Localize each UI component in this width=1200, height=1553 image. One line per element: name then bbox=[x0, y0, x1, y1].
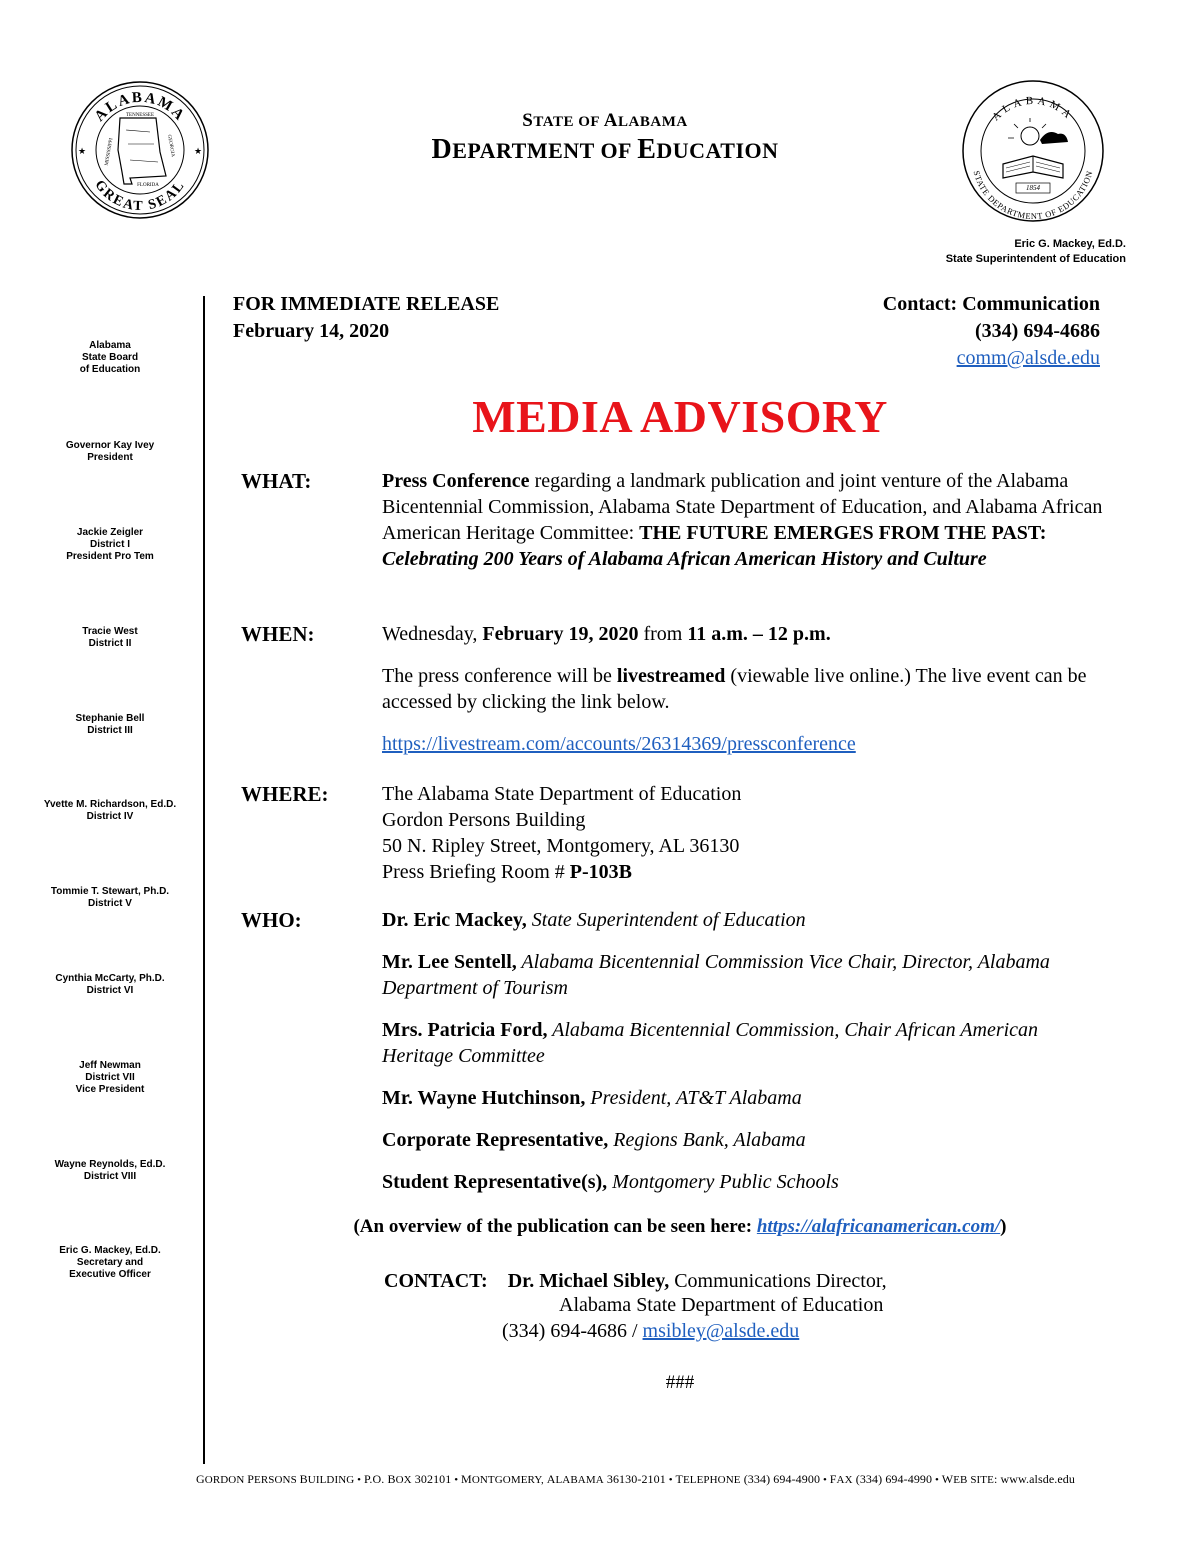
who-person: Student Representative(s), Montgomery Public Schools bbox=[382, 1171, 839, 1193]
seal-right-top-text: ALABAMA bbox=[989, 94, 1077, 124]
contact-org: Alabama State Department of Education bbox=[559, 1294, 884, 1316]
when-label: WHEN: bbox=[241, 622, 315, 646]
superintendent-name: Eric G. Mackey, Ed.D. bbox=[1014, 238, 1126, 250]
contact-phone: (334) 694-4686 bbox=[975, 320, 1100, 342]
state-of-alabama-heading: STATE OF ALABAMA bbox=[522, 110, 688, 131]
seal-left-tn: TENNESSEE bbox=[125, 113, 155, 118]
seal-left-top-text: ALABAMA bbox=[91, 89, 189, 125]
contact-label: Contact: Communication bbox=[882, 293, 1100, 315]
board-member: Cynthia McCarty, Ph.D. District VI bbox=[55, 973, 165, 996]
sidebar-divider bbox=[203, 296, 205, 1464]
svg-text:★: ★ bbox=[77, 146, 87, 156]
seal-left-fl: FLORIDA bbox=[137, 183, 159, 188]
board-member: Yvette M. Richardson, Ed.D. District IV bbox=[43, 799, 177, 822]
release-info bbox=[233, 291, 499, 345]
board-member: Jackie Zeigler District I President Pro Tem bbox=[66, 527, 154, 562]
media-advisory-title: MEDIA ADVISORY bbox=[472, 391, 888, 442]
livestream-link[interactable]: https://livestream.com/accounts/26314369/pressconference bbox=[382, 733, 856, 755]
footer-address: GORDON PERSONS BUILDING • P.O. BOX 302101 • MONTGOMERY, ALABAMA 36130-2101 • TELEPHONE (334) 694-4900 • FAX (334) 694-4990 • WEB SITE: www.alsde.edu bbox=[196, 1472, 1075, 1486]
what-label: WHAT: bbox=[241, 469, 312, 493]
superintendent-title: State Superintendent of Education bbox=[945, 253, 1126, 265]
who-person: Mr. Wayne Hutchinson, President, AT&T Alabama bbox=[382, 1087, 802, 1109]
seal-left-ga: GEORGIA bbox=[166, 134, 175, 158]
who-person: Corporate Representative, Regions Bank, Alabama bbox=[382, 1129, 806, 1151]
seal-right-year: 1854 bbox=[1026, 184, 1040, 192]
board-member: Wayne Reynolds, Ed.D. District VIII bbox=[54, 1159, 166, 1182]
board-member: Tommie T. Stewart, Ph.D. District V bbox=[50, 886, 170, 909]
contact-email-link[interactable]: comm@alsde.edu bbox=[956, 347, 1100, 369]
superintendent-block bbox=[946, 237, 1126, 267]
contact-phone-email: (334) 694-4686 / msibley@alsde.edu bbox=[502, 1320, 800, 1342]
who-person: Mr. Lee Sentell, Alabama Bicentennial Commission Vice Chair, Director, Alabama Department of Tourism bbox=[382, 951, 1050, 999]
svg-text:STATE DEPARTMENT OF EDUCATION bbox=[972, 169, 1095, 221]
who-person: Mrs. Patricia Ford, Alabama Bicentennial Commission, Chair African American Heritage Committee bbox=[382, 1019, 1039, 1067]
board-member: Stephanie Bell District III bbox=[75, 713, 145, 736]
board-member: Governor Kay Ivey President bbox=[65, 440, 155, 463]
who-body bbox=[382, 907, 1112, 1195]
what-body: Press Conference regarding a landmark publication and joint venture of the Alabama Bicentennial Commission, Alabama State Department of Education, and Alabama African American Heritage Committee: THE FUTURE EMERGES FROM THE PAST: Celebrating 200 Years of Alabama African American History and Culture bbox=[382, 470, 1103, 570]
end-marks: ### bbox=[665, 1372, 695, 1393]
board-member: Tracie West District II bbox=[82, 626, 138, 649]
release-label: FOR IMMEDIATE RELEASE bbox=[233, 293, 500, 315]
seal-right-bottom-text: STATE DEPARTMENT OF EDUCATION bbox=[971, 169, 1095, 222]
overview-line: (An overview of the publication can be seen here: https://alafricanamerican.com/) bbox=[353, 1216, 1007, 1237]
contact-block: CONTACT: Dr. Michael Sibley, Communications Director, bbox=[384, 1270, 887, 1292]
who-label: WHO: bbox=[241, 908, 302, 932]
when-body: Wednesday, February 19, 2020 from 11 a.m. – 12 p.m. The press conference will be livestreamed (viewable live online.) The live event can be accessed by clicking the link below. https://livestream.com/accounts/26314369/pressconference bbox=[382, 623, 1087, 755]
board-member: Alabama State Board of Education bbox=[79, 340, 141, 375]
board-member: Jeff Newman District VII Vice President bbox=[75, 1060, 145, 1095]
seal-left-bottom-text: GREAT SEAL bbox=[91, 177, 189, 215]
where-body: The Alabama State Department of Education Gordon Persons Building 50 N. Ripley Street, Montgomery, AL 36130 Press Briefing Room # P-103B bbox=[382, 783, 742, 883]
release-date: February 14, 2020 bbox=[233, 320, 390, 342]
department-of-education-heading: DEPARTMENT OF EDUCATION bbox=[431, 134, 779, 165]
overview-link[interactable]: https://alafricanamerican.com/ bbox=[756, 1216, 1001, 1237]
where-label: WHERE: bbox=[241, 782, 329, 806]
seal-left-ms: MISSISSIPPI bbox=[104, 137, 115, 167]
contact-info bbox=[883, 291, 1100, 372]
who-person: Dr. Eric Mackey, State Superintendent of Education bbox=[382, 909, 806, 931]
board-member: Eric G. Mackey, Ed.D. Secretary and Executive Officer bbox=[59, 1245, 161, 1280]
svg-text:★: ★ bbox=[193, 146, 203, 156]
contact-sibley-email-link[interactable]: msibley@alsde.edu bbox=[642, 1320, 800, 1342]
